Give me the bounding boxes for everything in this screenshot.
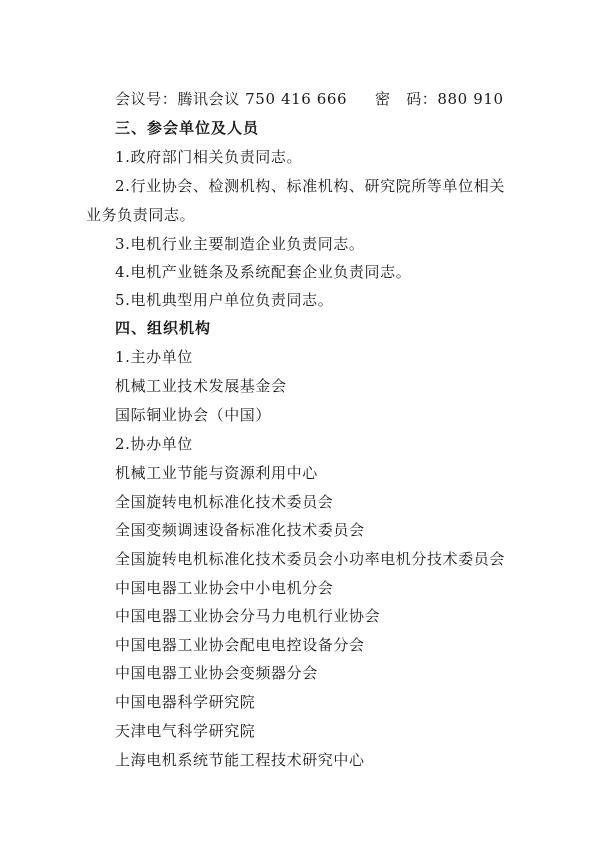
section-3-item-2-cont: 业务负责同志。 bbox=[86, 206, 196, 224]
co-host-11: 上海电机系统节能工程技术研究中心 bbox=[115, 751, 365, 769]
section-3-item-2: 2.行业协会、检测机构、标准机构、研究院所等单位相关 bbox=[115, 177, 505, 195]
section-3-item-5: 5.电机典型用户单位负责同志。 bbox=[115, 291, 334, 309]
section-3-item-4: 4.电机产业链条及系统配套企业负责同志。 bbox=[115, 263, 412, 281]
co-host-8: 中国电器工业协会变频器分会 bbox=[115, 664, 318, 682]
section-3-item-1: 1.政府部门相关负责同志。 bbox=[115, 148, 303, 166]
co-host-10: 天津电气科学研究院 bbox=[115, 722, 256, 740]
co-host-3: 全国变频调速设备标准化技术委员会 bbox=[115, 521, 365, 539]
co-host-4: 全国旋转电机标准化技术委员会小功率电机分技术委员会 bbox=[115, 550, 506, 568]
co-host-1: 机械工业节能与资源利用中心 bbox=[115, 464, 318, 482]
host-2: 国际铜业协会（中国） bbox=[115, 406, 272, 424]
co-host-label: 2.协办单位 bbox=[115, 435, 193, 453]
co-host-9: 中国电器科学研究院 bbox=[115, 693, 256, 711]
section-3-item-3: 3.电机行业主要制造企业负责同志。 bbox=[115, 235, 365, 253]
section-3-title: 三、参会单位及人员 bbox=[115, 119, 260, 137]
co-host-6: 中国电器工业协会分马力电机行业协会 bbox=[115, 607, 381, 625]
co-host-5: 中国电器工业协会中小电机分会 bbox=[115, 579, 334, 597]
host-1: 机械工业技术发展基金会 bbox=[115, 377, 287, 395]
section-4-title: 四、组织机构 bbox=[115, 319, 212, 337]
co-host-2: 全国旋转电机标准化技术委员会 bbox=[115, 493, 334, 511]
meeting-id: 会议号：腾讯会议 750 416 666 bbox=[115, 90, 348, 108]
host-label: 1.主办单位 bbox=[115, 348, 193, 366]
meeting-password: 密 码：880 910 bbox=[375, 90, 504, 108]
co-host-7: 中国电器工业协会配电电控设备分会 bbox=[115, 636, 365, 654]
